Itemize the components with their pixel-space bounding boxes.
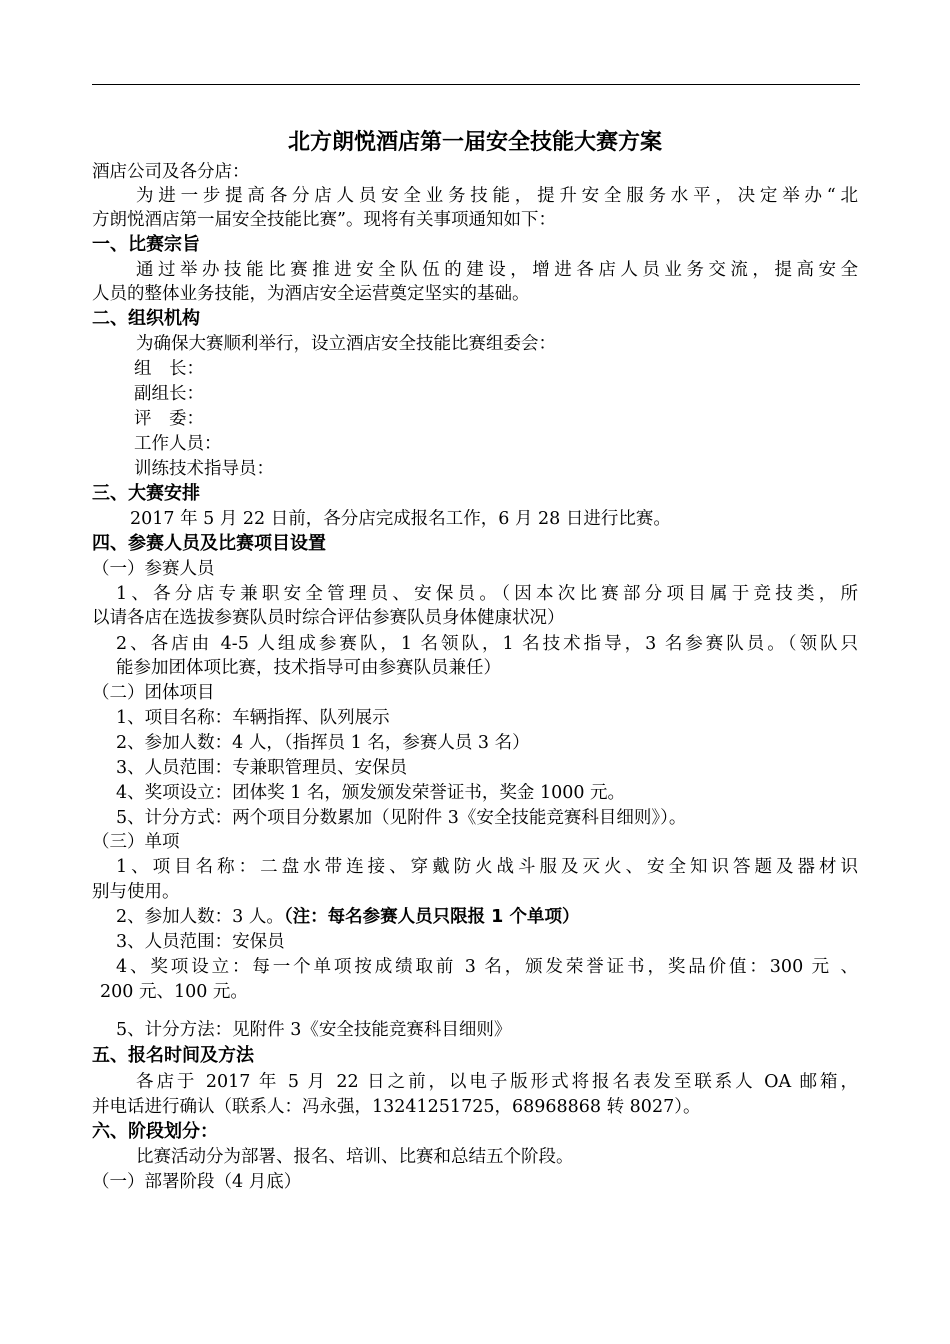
s4-sub3-count-line	[116, 905, 579, 929]
s2-judges: 评 委：	[134, 409, 204, 429]
s4-sub3-line-3: 3、人员范围：安保员	[116, 932, 285, 952]
s2-line-1: 为确保大赛顺利举行，设立酒店安全技能比赛组委会：	[136, 334, 556, 354]
s4-sub2-line-2: 2、参加人数：4 人，（指挥员 1 名，参赛人员 3 名）	[116, 733, 530, 753]
s4-subheading-3: （三）单项	[92, 832, 180, 852]
s2-staff: 工作人员：	[134, 434, 222, 454]
s4-sub3-line-6: 5、计分方法：见附件 3《安全技能竞赛科目细则》	[116, 1020, 512, 1040]
section-heading-3: 三、大赛安排	[92, 483, 200, 504]
s2-deputy-leader: 副组长：	[134, 384, 204, 404]
intro-line-2: 方朗悦酒店第一届安全技能比赛”。现将有关事项通知如下：	[92, 210, 556, 230]
s1-line-2: 人员的整体业务技能，为酒店安全运营奠定坚实的基础。	[92, 284, 530, 304]
s1-line-1: 通过举办技能比赛推进安全队伍的建设，增进各店人员业务交流，提高安全	[136, 260, 858, 280]
s4-sub3-line-1: 1、项目名称：二盘水带连接、穿戴防火战斗服及灭火、安全知识答题及器材识	[116, 857, 858, 877]
s4-sub2-line-1: 1、项目名称：车辆指挥、队列展示	[116, 708, 390, 728]
section-heading-2: 二、组织机构	[92, 308, 200, 329]
s3-line-1: 2017 年 5 月 22 日前，各分店完成报名工作，6 月 28 日进行比赛。	[130, 509, 671, 529]
s6-line-1: 比赛活动分为部署、报名、培训、比赛和总结五个阶段。	[136, 1147, 574, 1167]
s4-sub1-line-2: 以请各店在选拔参赛队员时综合评估参赛队员身体健康状况）	[92, 608, 565, 628]
section-heading-1: 一、比赛宗旨	[92, 234, 200, 255]
addressee: 酒店公司及各分店：	[92, 162, 250, 182]
s4-subheading-2: （二）团体项目	[92, 683, 215, 703]
s4-sub2-line-5: 5、计分方式：两个项目分数累加（见附件 3《安全技能竞赛科目细则》）。	[116, 808, 687, 828]
section-heading-6: 六、阶段划分：	[92, 1121, 218, 1142]
header-rule	[92, 84, 860, 85]
s4-sub2-line-4: 4、奖项设立：团体奖 1 名，颁发颁发荣誉证书，奖金 1000 元。	[116, 783, 626, 803]
s4-sub3-line-2: 别与使用。	[92, 882, 180, 902]
intro-line-1: 为进一步提高各分店人员安全业务技能，提升安全服务水平，决定举办“北	[136, 186, 858, 206]
section-heading-5: 五、报名时间及方法	[92, 1045, 254, 1066]
s4-sub1-line-3: 2、各店由 4-5 人组成参赛队，1 名领队，1 名技术指导，3 名参赛队员。（领队只	[116, 634, 858, 654]
s4-sub3-note: （注：每名参赛人员只限报 1 个单项）	[283, 907, 580, 927]
s4-sub1-line-4: 能参加团体项比赛，技术指导可由参赛队员兼任）	[116, 658, 501, 678]
s4-sub3-count: 2、参加人数：3 人。	[116, 907, 284, 927]
s4-sub3-line-5: 200 元、100 元。	[100, 982, 248, 1002]
s4-sub1-line-1: 1、各分店专兼职安全管理员、安保员。（因本次比赛部分项目属于竞技类，所	[116, 584, 858, 604]
s4-sub3-line-4: 4、奖项设立：每一个单项按成绩取前 3 名，颁发荣誉证书，奖品价值：300 元 、	[116, 957, 858, 977]
s2-trainer: 训练技术指导员：	[134, 459, 274, 479]
document-title: 北方朗悦酒店第一届安全技能大赛方案	[287, 130, 662, 155]
s2-leader: 组 长：	[134, 359, 204, 379]
s6-subheading-1: （一）部署阶段（4 月底）	[92, 1172, 302, 1192]
s4-sub2-line-3: 3、人员范围：专兼职管理员、安保员	[116, 758, 408, 778]
section-heading-4: 四、参赛人员及比赛项目设置	[92, 533, 326, 554]
s5-line-2: 并电话进行确认（联系人：冯永强，13241251725，68968868 转 8027）。	[92, 1097, 701, 1117]
s5-line-1: 各店于 2017 年 5 月 22 日之前，以电子版形式将报名表发至联系人 OA 邮箱，	[136, 1072, 858, 1092]
s4-subheading-1: （一）参赛人员	[92, 559, 215, 579]
